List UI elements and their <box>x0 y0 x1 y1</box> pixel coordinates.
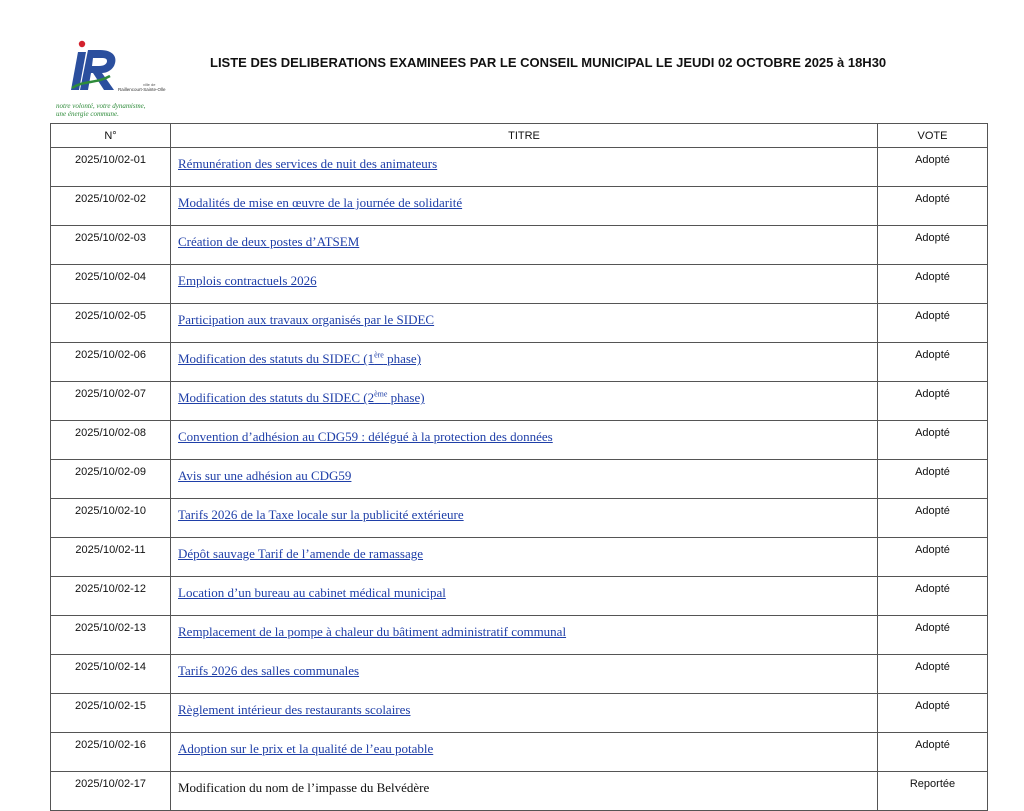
table-body <box>51 148 988 811</box>
table-row <box>51 460 988 499</box>
deliberation-title-cell <box>171 304 878 343</box>
deliberation-title-link[interactable] <box>178 585 446 600</box>
deliberation-title: Remplacement de la pompe à chaleur du bâtiment administratif communal <box>178 624 567 639</box>
vote-result: Adopté <box>878 382 988 421</box>
deliberation-title: Avis sur une adhésion au CDG59 <box>178 468 352 483</box>
vote-result: Adopté <box>878 577 988 616</box>
table-row <box>51 538 988 577</box>
vote-result: Adopté <box>878 460 988 499</box>
deliberation-number: 2025/10/02-04 <box>51 265 171 304</box>
motto <box>56 102 166 118</box>
column-header-title: TITRE <box>171 124 878 148</box>
ordinal-suffix: ère <box>374 351 384 360</box>
deliberation-title-cell <box>171 265 878 304</box>
deliberation-title-cell <box>171 460 878 499</box>
deliberation-title-cell <box>171 226 878 265</box>
vote-result: Adopté <box>878 694 988 733</box>
town-name: Raillencourt-Sainte-Olle <box>118 87 166 92</box>
deliberation-title-cell <box>171 382 878 421</box>
deliberation-title: Tarifs 2026 de la Taxe locale sur la publicité extérieure <box>178 507 464 522</box>
deliberation-title-text <box>178 780 429 795</box>
vote-result: Adopté <box>878 733 988 772</box>
deliberation-title: Tarifs 2026 des salles communales <box>178 663 360 678</box>
table-row <box>51 343 988 382</box>
deliberation-title-cell <box>171 148 878 187</box>
deliberation-title-link[interactable] <box>178 195 462 210</box>
deliberation-title-link[interactable] <box>178 507 464 522</box>
vote-result: Adopté <box>878 187 988 226</box>
deliberation-title: Modification des statuts du SIDEC (1 <box>178 351 375 367</box>
deliberation-title: Participation aux travaux organisés par le SIDEC <box>178 312 435 327</box>
deliberation-title-link[interactable] <box>178 390 425 405</box>
deliberation-title-cell <box>171 616 878 655</box>
deliberation-title-cell <box>171 733 878 772</box>
deliberation-title-link[interactable] <box>178 624 566 639</box>
vote-result: Adopté <box>878 421 988 460</box>
deliberation-title-cell <box>171 655 878 694</box>
vote-result: Adopté <box>878 148 988 187</box>
table-row <box>51 382 988 421</box>
motto-line-2: une énergie commune. <box>56 110 119 118</box>
deliberation-title-cell <box>171 538 878 577</box>
deliberation-title: Modification du nom de l’impasse du Belvédère <box>178 780 430 795</box>
deliberation-number: 2025/10/02-15 <box>51 694 171 733</box>
vote-result: Adopté <box>878 226 988 265</box>
deliberation-title: Modalités de mise en œuvre de la journée de solidarité <box>178 195 463 210</box>
deliberation-title-cell <box>171 772 878 811</box>
table-row <box>51 265 988 304</box>
table-row <box>51 499 988 538</box>
deliberation-number: 2025/10/02-16 <box>51 733 171 772</box>
vote-result: Adopté <box>878 343 988 382</box>
deliberation-title-link[interactable] <box>178 468 351 483</box>
vote-result: Adopté <box>878 655 988 694</box>
deliberation-number: 2025/10/02-07 <box>51 382 171 421</box>
deliberation-title: Modification des statuts du SIDEC (2 <box>178 390 375 406</box>
table-row <box>51 304 988 343</box>
vote-result: Adopté <box>878 265 988 304</box>
table-row <box>51 694 988 733</box>
deliberation-number: 2025/10/02-10 <box>51 499 171 538</box>
deliberation-title: Règlement intérieur des restaurants scolaires <box>178 702 411 717</box>
town-logo <box>56 40 166 120</box>
table-row <box>51 148 988 187</box>
vote-result: Adopté <box>878 304 988 343</box>
table-row <box>51 187 988 226</box>
deliberation-title-link[interactable] <box>178 429 553 444</box>
deliberation-number: 2025/10/02-17 <box>51 772 171 811</box>
column-header-vote: VOTE <box>878 124 988 148</box>
deliberation-title: Création de deux postes d’ATSEM <box>178 234 360 249</box>
deliberation-title-cell <box>171 499 878 538</box>
deliberation-title: Emplois contractuels 2026 <box>178 273 317 288</box>
deliberation-title-end: phase) <box>387 390 425 406</box>
page-title: LISTE DES DELIBERATIONS EXAMINEES PAR LE CONSEIL MUNICIPAL LE JEUDI 02 OCTOBRE 2025 à 18H30 <box>210 55 887 70</box>
deliberation-title-link[interactable] <box>178 156 437 171</box>
deliberation-title-link[interactable] <box>178 312 434 327</box>
deliberation-number: 2025/10/02-01 <box>51 148 171 187</box>
logo-small-label: ville de <box>143 82 156 87</box>
vote-result: Adopté <box>878 616 988 655</box>
deliberation-title-link[interactable] <box>178 273 317 288</box>
table-row <box>51 421 988 460</box>
deliberation-number: 2025/10/02-09 <box>51 460 171 499</box>
deliberation-title-link[interactable] <box>178 663 359 678</box>
vote-result: Reportée <box>878 772 988 811</box>
deliberation-title-link[interactable] <box>178 702 410 717</box>
deliberation-title: Rémunération des services de nuit des animateurs <box>178 156 438 171</box>
deliberation-title-link[interactable] <box>178 741 433 756</box>
column-header-number: N° <box>51 124 171 148</box>
deliberation-number: 2025/10/02-08 <box>51 421 171 460</box>
deliberation-title-cell <box>171 694 878 733</box>
deliberation-title-link[interactable] <box>178 351 421 366</box>
deliberation-title: Convention d’adhésion au CDG59 : délégué à la protection des données <box>178 429 553 444</box>
deliberation-title: Adoption sur le prix et la qualité de l’eau potable <box>178 741 434 756</box>
deliberation-number: 2025/10/02-12 <box>51 577 171 616</box>
deliberation-number: 2025/10/02-02 <box>51 187 171 226</box>
deliberation-number: 2025/10/02-13 <box>51 616 171 655</box>
deliberation-title-end: phase) <box>383 351 422 367</box>
deliberation-number: 2025/10/02-05 <box>51 304 171 343</box>
table-row <box>51 655 988 694</box>
deliberation-title-cell <box>171 421 878 460</box>
deliberation-title-link[interactable] <box>178 546 423 561</box>
motto-line-1: notre volonté, votre dynamisme, <box>56 102 146 110</box>
deliberation-number: 2025/10/02-11 <box>51 538 171 577</box>
ordinal-suffix: ème <box>374 390 388 399</box>
table-row <box>51 616 988 655</box>
table-row <box>51 577 988 616</box>
deliberation-title-link[interactable] <box>178 234 359 249</box>
deliberation-title-cell <box>171 343 878 382</box>
deliberation-title-cell <box>171 577 878 616</box>
deliberation-number: 2025/10/02-03 <box>51 226 171 265</box>
deliberation-number: 2025/10/02-06 <box>51 343 171 382</box>
table-row <box>51 772 988 811</box>
table-row <box>51 733 988 772</box>
vote-result: Adopté <box>878 538 988 577</box>
deliberation-number: 2025/10/02-14 <box>51 655 171 694</box>
deliberation-title: Dépôt sauvage Tarif de l’amende de ramassage <box>178 546 424 561</box>
logo-mark-icon <box>66 40 136 92</box>
deliberation-title-cell <box>171 187 878 226</box>
table-row <box>51 226 988 265</box>
vote-result: Adopté <box>878 499 988 538</box>
deliberations-table <box>50 123 988 811</box>
deliberation-title: Location d’un bureau au cabinet médical municipal <box>178 585 446 600</box>
table-header-row <box>51 124 988 148</box>
